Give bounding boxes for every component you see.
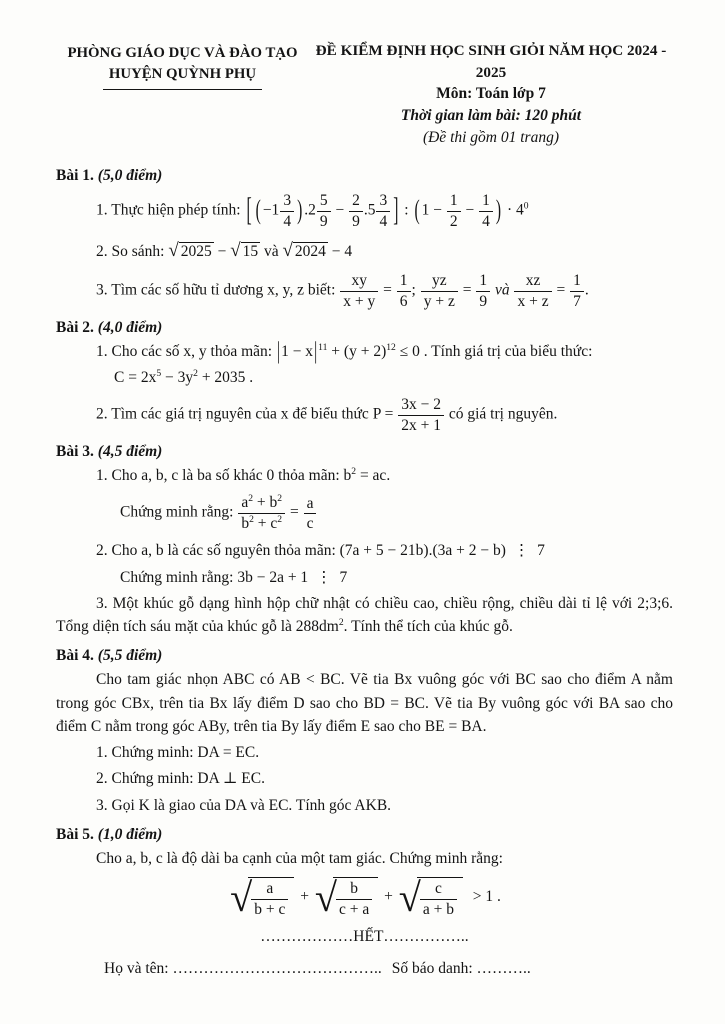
signature-row [56,960,673,978]
problem-1-number: Bài 1. [56,167,94,185]
problem-3-points: (4,5 điểm) [97,443,163,461]
issuing-authority [56,40,309,149]
student-name-field: Họ và tên: ………………………………….. [104,960,382,978]
problem-4-statement: Cho tam giác nhọn ABC có AB < BC. Vẽ tia Bx vuông góc với BC sao cho điểm A nằm trong góc CBx, trên tia Bx lấy điểm D sao cho BD = BC. Vẽ tia By vuông góc với BA sao cho điểm C nằm trong góc ABy, trên tia By lấy điểm E sao cho BE = BA. [56,671,673,735]
problem-5-title [56,826,673,844]
exam-header [56,40,673,149]
duration-line: Thời gian làm bài: 120 phút [400,107,582,125]
problem-4-number: Bài 4. [56,647,94,665]
district-name: HUYỆN QUỲNH PHỤ [103,64,262,89]
problem-2 [56,319,673,434]
problem-2-item-1-expression: $C = 2x^5 - 3y^2 + 2035$ . [114,368,254,387]
problem-4-item-2: 2. Chứng minh: DA ⊥ EC. [96,770,265,788]
problem-1-item-2: 2. So sánh: √ 2025 − √ 15 và √ 2024 − 4 [56,237,673,265]
problem-4 [56,647,673,817]
problem-5-inequality: √ $\frac{a}{b + c}$ + √ $\frac{b}{c + a}$ + √ $\frac{c}{a + b}$ > 1 . [230,875,501,921]
district-name-row [56,64,309,89]
problem-3-item-1: 1. Cho a, b, c là ba số khác 0 thỏa mãn: $b^2$ = ac. [96,466,391,485]
problem-3-item-2: 2. Cho a, b là các số nguyên thỏa mãn: (7a + 5 − 21b).(3a + 2 − b) ⋮ 7 [96,542,545,560]
problem-2-number: Bài 2. [56,318,94,336]
problem-4-item-1: 1. Chứng minh: DA = EC. [96,744,260,762]
page-note: (Đề thi gồm 01 trang) [422,129,559,147]
problem-1-title [56,167,673,185]
department-name: PHÒNG GIÁO DỤC VÀ ĐÀO TẠO [67,45,298,61]
exam-title: ĐỀ KIỂM ĐỊNH HỌC SINH GIỎI NĂM HỌC 2024 - 2025 [315,42,667,81]
problem-4-title [56,647,673,665]
problem-3-title [56,443,673,461]
problem-5-number: Bài 5. [56,825,94,843]
exam-info [309,40,673,149]
problem-3-number: Bài 3. [56,443,94,461]
problem-5 [56,825,673,921]
problem-5-statement: Cho a, b, c là độ dài ba cạnh của một tam giác. Chứng minh rằng: [96,849,503,867]
problem-1-item-3: 3. Tìm các số hữu tỉ dương x, y, z biết: $\frac{xy}{x + y}$ = $\frac{1}{6}$ ; $\frac{yz}{y + z}$ = $\frac{1}{9}$ và $\frac{xz}{x + z}$ = $\frac{1}{7}$ . [96,272,589,310]
end-marker: ………………HẾT…………….. [260,927,469,945]
problem-1-item-1: 1. Thực hiện phép tính: [ ( −1 $\frac{3}{4}$ ) .2 $\frac{5}{9}$ − $\frac{2}{9}$ .5 $\frac{3}{4}$ ] : ( 1 − $\frac{1}{2}$ − $\frac{1}{4}$ ) · $4^0$ [96,192,529,230]
problem-3-item-1-proof: Chứng minh rằng: $\frac{a^2 + b^2}{b^2 + c^2}$ = $\frac{a}{c}$ [56,494,673,532]
problem-2-title [56,319,673,337]
candidate-number-field: Số báo danh: ……….. [391,960,531,978]
problem-2-points: (4,0 điểm) [97,318,163,336]
problem-1 [56,167,673,310]
problem-4-item-3: 3. Gọi K là giao của DA và EC. Tính góc AKB. [96,796,392,814]
problem-2-item-1: 1. Cho các số x, y thỏa mãn: $|1 - x|^{11} + (y + 2)^{12} \le 0$ . Tính giá trị của biểu thức: [96,338,593,365]
problem-3-item-2-proof: Chứng minh rằng: 3b − 2a + 1 ⋮ 7 [120,568,348,586]
problem-5-points: (1,0 điểm) [97,825,163,843]
problem-1-points: (5,0 điểm) [97,167,163,185]
problem-3 [56,443,673,638]
problem-4-points: (5,5 điểm) [97,647,163,665]
problem-2-item-2: 2. Tìm các giá trị nguyên của x để biểu thức P = $\frac{3x - 2}{2x + 1}$ có giá trị nguyên. [96,396,558,434]
subject-line: Môn: Toán lớp 7 [436,85,546,103]
problem-3-item-3: 3. Một khúc gỗ dạng hình hộp chữ nhật có chiều cao, chiều rộng, chiều dài tỉ lệ với 2;3;6. Tổng diện tích sáu mặt của khúc gỗ là $288dm^2$. Tính thể tích của khúc gỗ. [56,594,673,636]
